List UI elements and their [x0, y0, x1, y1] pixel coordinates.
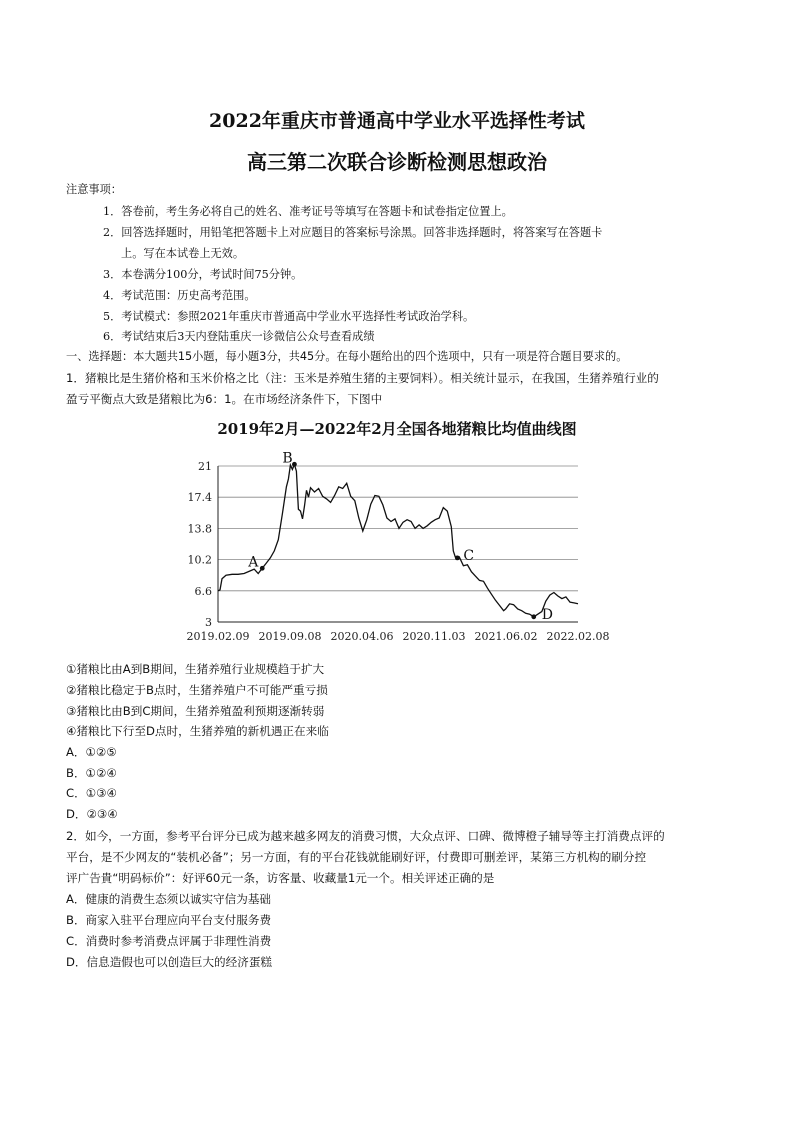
y-tick-label: 17.4	[187, 491, 212, 505]
y-tick-label: 13.8	[187, 522, 212, 536]
point-marker-d	[531, 614, 536, 619]
y-tick-label: 3	[205, 616, 212, 629]
point-label-c: C	[463, 547, 475, 564]
x-tick-label: 2022.02.08	[546, 630, 610, 643]
pig-grain-ratio-chart	[180, 450, 620, 650]
q1-stem: 盈亏平衡点大致是猪粮比为6：1。在市场经济条件下，下图中	[66, 392, 383, 406]
point-label-d: D	[541, 606, 553, 623]
q1-statement: ②猪粮比稳定于B点时，生猪养殖户不可能严重亏损	[66, 683, 328, 697]
q1-statement: ①猪粮比由A到B期间，生猪养殖行业规模趋于扩大	[66, 662, 325, 676]
notice-item: 1．答卷前，考生务必将自己的姓名、准考证号等填写在答题卡和试卷指定位置上。	[103, 205, 513, 218]
point-marker-c	[455, 555, 460, 560]
notice-item: 上。写在本试卷上无效。	[121, 247, 245, 260]
q2-stem: 评广告貴“明码标价”：好评60元一条，访客量、收藏量1元一个。相关评述正确的是	[66, 871, 495, 885]
q1-statement: ③猪粮比由B到C期间，生猪养殖盈利预期逐渐转弱	[66, 704, 325, 718]
x-tick-label: 2019.02.09	[186, 630, 250, 643]
q1-option-c[interactable]: C．①③④	[66, 786, 117, 800]
notice-item: 2．回答选择题时，用铅笔把答题卡上对应题目的答案标号涂黑。回答非选择题时，将答案写在答题卡	[103, 226, 603, 239]
point-label-a: A	[248, 554, 259, 571]
point-label-b: B	[282, 450, 293, 467]
section-heading: 一、选择题：本大题共15小题，每小题3分，共45分。在每小题给出的四个选项中，只有一项是符合题目要求的。	[66, 350, 628, 363]
x-tick-label: 2020.11.03	[402, 630, 466, 643]
q1-statement: ④猪粮比下行至D点时，生猪养殖的新机遇正在来临	[66, 724, 329, 738]
q1-option-b[interactable]: B．①②④	[66, 766, 117, 780]
point-marker-b	[292, 462, 297, 467]
notice-item: 3．本卷满分100分，考试时间75分钟。	[103, 268, 303, 281]
q1-option-d[interactable]: D．②③④	[66, 807, 118, 821]
x-tick-label: 2021.06.02	[474, 630, 538, 643]
q2-option-a[interactable]: A．健康的消费生态须以诚实守信为基础	[66, 892, 272, 906]
series-line	[218, 464, 578, 617]
y-tick-label: 6.6	[194, 584, 212, 598]
q2-option-d[interactable]: D．信息造假也可以创造巨大的经济蛋糕	[66, 955, 273, 969]
notice-item: 4．考试范围：历史高考范围。	[103, 289, 256, 302]
notice-item: 6．考试结束后3天内登陆重庆一诊微信公众号查看成绩	[103, 330, 375, 343]
chart-title: 2019年2月—2022年2月全国各地猪粮比均值曲线图	[217, 420, 577, 438]
q1-option-a[interactable]: A．①②⑤	[66, 745, 117, 759]
q2-stem: 2．如今，一方面，参考平台评分已成为越来越多网友的消费习惯，大众点评、口碑、微博橙子辅导等主打消费点评的	[66, 829, 665, 843]
notice-heading: 注意事项：	[66, 183, 122, 196]
q2-option-c[interactable]: C．消费时参考消费点评属于非理性消费	[66, 934, 272, 948]
exam-subtitle: 高三第二次联合诊断检测思想政治	[247, 150, 547, 174]
x-tick-label: 2020.04.06	[330, 630, 394, 643]
exam-title: 2022年重庆市普通高中学业水平选择性考试	[209, 110, 585, 132]
x-tick-label: 2019.09.08	[258, 630, 322, 643]
notice-item: 5．考试模式：参照2021年重庆市普通高中学业水平选择性考试政治学科。	[103, 310, 475, 323]
y-tick-label: 10.2	[187, 553, 212, 567]
y-tick-label: 21	[198, 460, 212, 473]
q2-option-b[interactable]: B．商家入驻平台理应向平台支付服务费	[66, 913, 272, 927]
point-marker-a	[260, 566, 265, 571]
q2-stem: 平台，是不少网友的“装机必备”；另一方面，有的平台花钱就能刷好评，付费即可删差评，某第三方机构的刷分控	[66, 850, 647, 864]
q1-stem: 1．猪粮比是生猪价格和玉米价格之比（注：玉米是养殖生猪的主要饲料）。相关统计显示，在我国，生猪养殖行业的	[66, 371, 659, 385]
